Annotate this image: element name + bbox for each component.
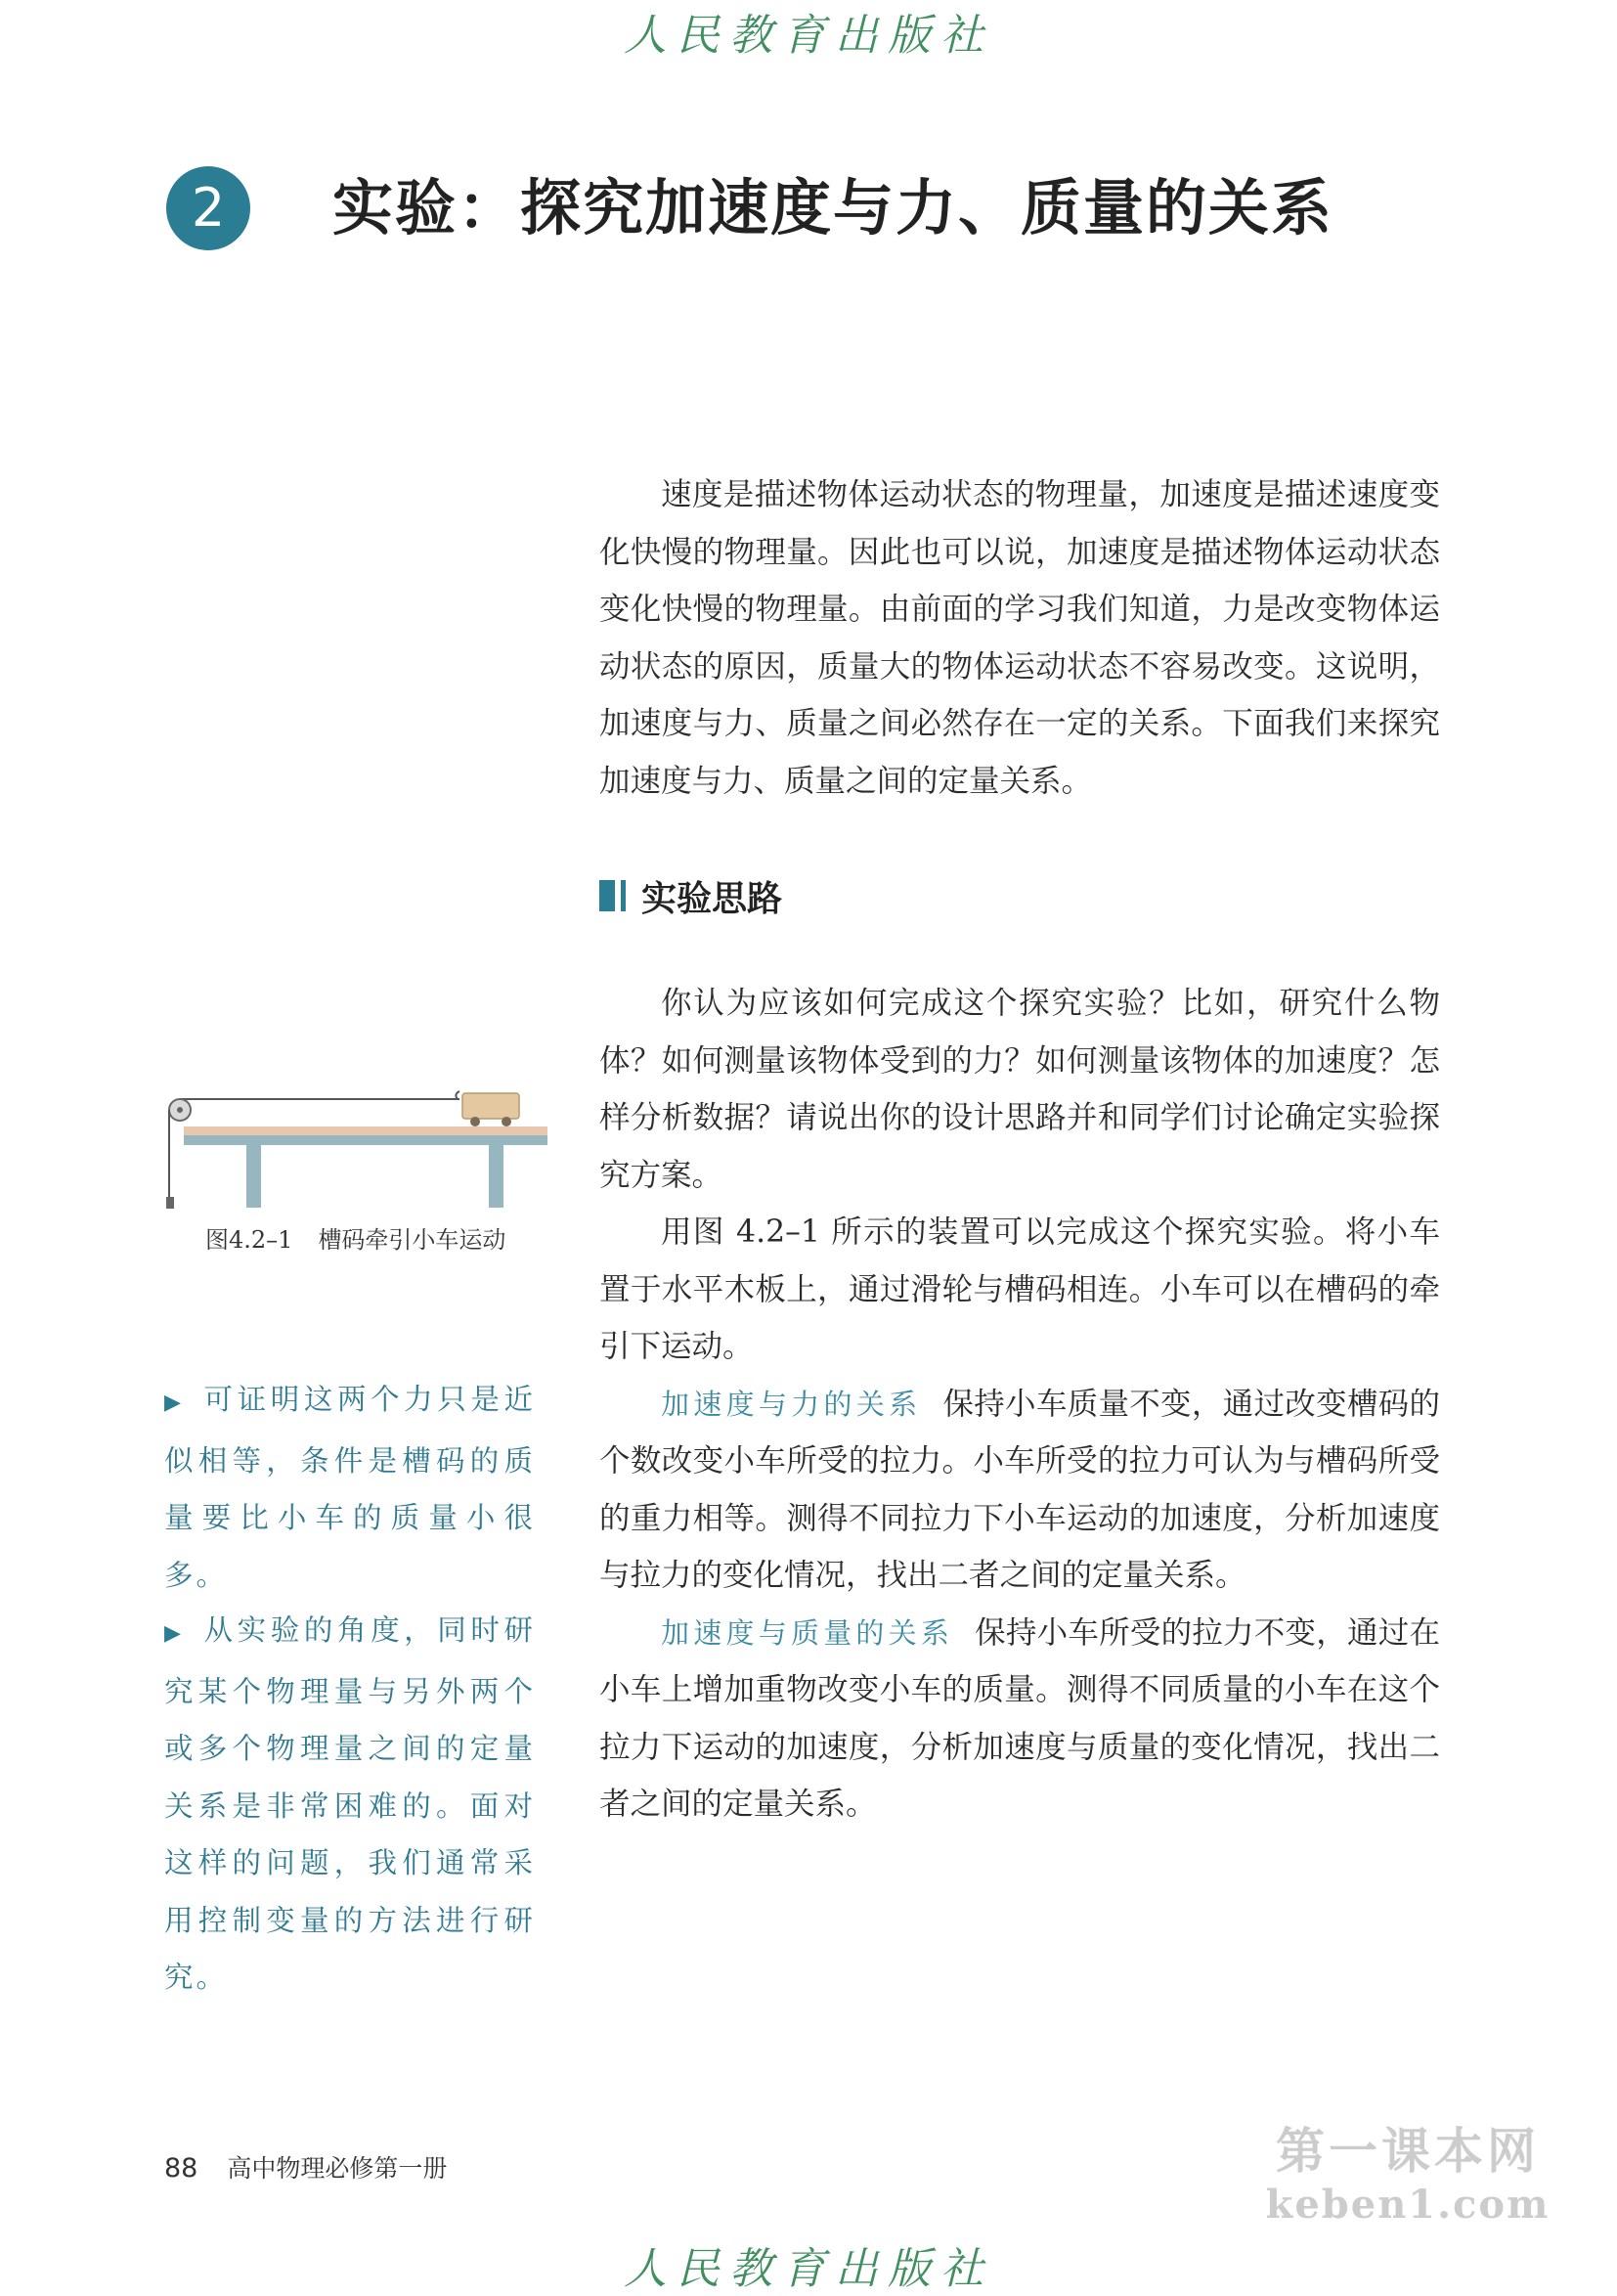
mass-relation-paragraph	[599, 1605, 1440, 1833]
table-leg-right	[489, 1145, 503, 1208]
site-watermark	[1261, 2122, 1554, 2230]
cart-hook	[456, 1091, 459, 1099]
intro-block	[599, 466, 1440, 810]
figure-number: 图4.2–1	[205, 1226, 293, 1254]
table-leg-left	[246, 1145, 261, 1208]
board-bottom	[184, 1135, 547, 1145]
watermark-name: 第一课本网	[1276, 2123, 1540, 2180]
section-heading-text: 实验思路	[641, 878, 783, 919]
mass-relation-heading: 加速度与质量的关系	[661, 1615, 954, 1650]
book-title: 高中物理必修第一册	[227, 2154, 448, 2183]
section-heading	[599, 868, 782, 923]
intro-paragraph: 速度是描述物体运动状态的物理量，加速度是描述速度变化快慢的物理量。因此也可以说，加速度是描述物体运动状态变化快慢的物理量。由前面的学习我们知道，力是改变物体运动状态的原因，质量大的物体运动状态不容易改变。这说明，加速度与力、质量之间必然存在一定的关系。下面我们来探究加速度与力、质量之间的定量关系。	[599, 477, 1440, 799]
sidenote-approximation	[164, 1371, 536, 1604]
section-marker-icon	[599, 880, 615, 911]
figure-caption-text: 槽码牵引小车运动	[318, 1226, 506, 1254]
design-paragraph: 你认为应该如何完成这个探究实验？比如，研究什么物体？如何测量该物体受到的力？如何测量该物体的加速度？怎样分析数据？请说出你的设计思路并和同学们讨论确定实验探究方案。	[599, 986, 1440, 1193]
apparatus-paragraph: 用图 4.2–1 所示的装置可以完成这个探究实验。将小车置于水平木板上，通过滑轮与槽码相连。小车可以在槽码的牵引下运动。	[599, 1214, 1440, 1364]
experiment-body	[599, 975, 1440, 1833]
force-relation-paragraph	[599, 1376, 1440, 1605]
cart-pulley-figure	[166, 1076, 549, 1213]
chapter-number-badge: 2	[166, 166, 250, 250]
force-relation-text: 保持小车质量不变，通过改变槽码的个数改变小车所受的拉力。小车所受的拉力可认为与槽码所受的重力相等。测得不同拉力下小车运动的加速度，分析加速度与拉力的变化情况，找出二者之间的定量关系。	[599, 1386, 1440, 1593]
sidenote-arrow-icon: ▶	[164, 1391, 183, 1415]
hanging-mass	[166, 1197, 174, 1209]
cart-wheel-right	[502, 1117, 511, 1126]
publisher-header: 人民教育出版社	[624, 11, 993, 61]
watermark-url: keben1.com	[1265, 2182, 1551, 2228]
figure-caption	[205, 1222, 505, 1258]
cart-wheel-left	[470, 1117, 480, 1126]
page-title: 实验：探究加速度与力、质量的关系	[332, 172, 1334, 243]
sidenote-text: 从实验的角度，同时研究某个物理量与另外两个或多个物理量之间的定量关系是非常困难的。面对这样的问题，我们通常采用控制变量的方法进行研究。	[164, 1613, 536, 1994]
pulley-axle	[177, 1107, 183, 1113]
page-number: 88	[164, 2153, 198, 2184]
mass-relation-text: 保持小车所受的拉力不变，通过在小车上增加重物改变小车的质量。测得不同质量的小车在这个拉力下运动的加速度，分析加速度与质量的变化情况，找出二者之间的定量关系。	[599, 1614, 1440, 1822]
sidenote-control-variables	[164, 1602, 536, 2007]
sidenote-text: 可证明这两个力只是近似相等，条件是槽码的质量要比小车的质量小很多。	[164, 1383, 536, 1592]
board-top	[184, 1126, 547, 1135]
page-footer	[164, 2149, 447, 2185]
sidenote-arrow-icon: ▶	[164, 1621, 183, 1646]
cart-body	[462, 1093, 519, 1119]
section-marker-thin-icon	[621, 880, 626, 911]
force-relation-heading: 加速度与力的关系	[661, 1387, 922, 1421]
publisher-footer: 人民教育出版社	[624, 2244, 993, 2294]
